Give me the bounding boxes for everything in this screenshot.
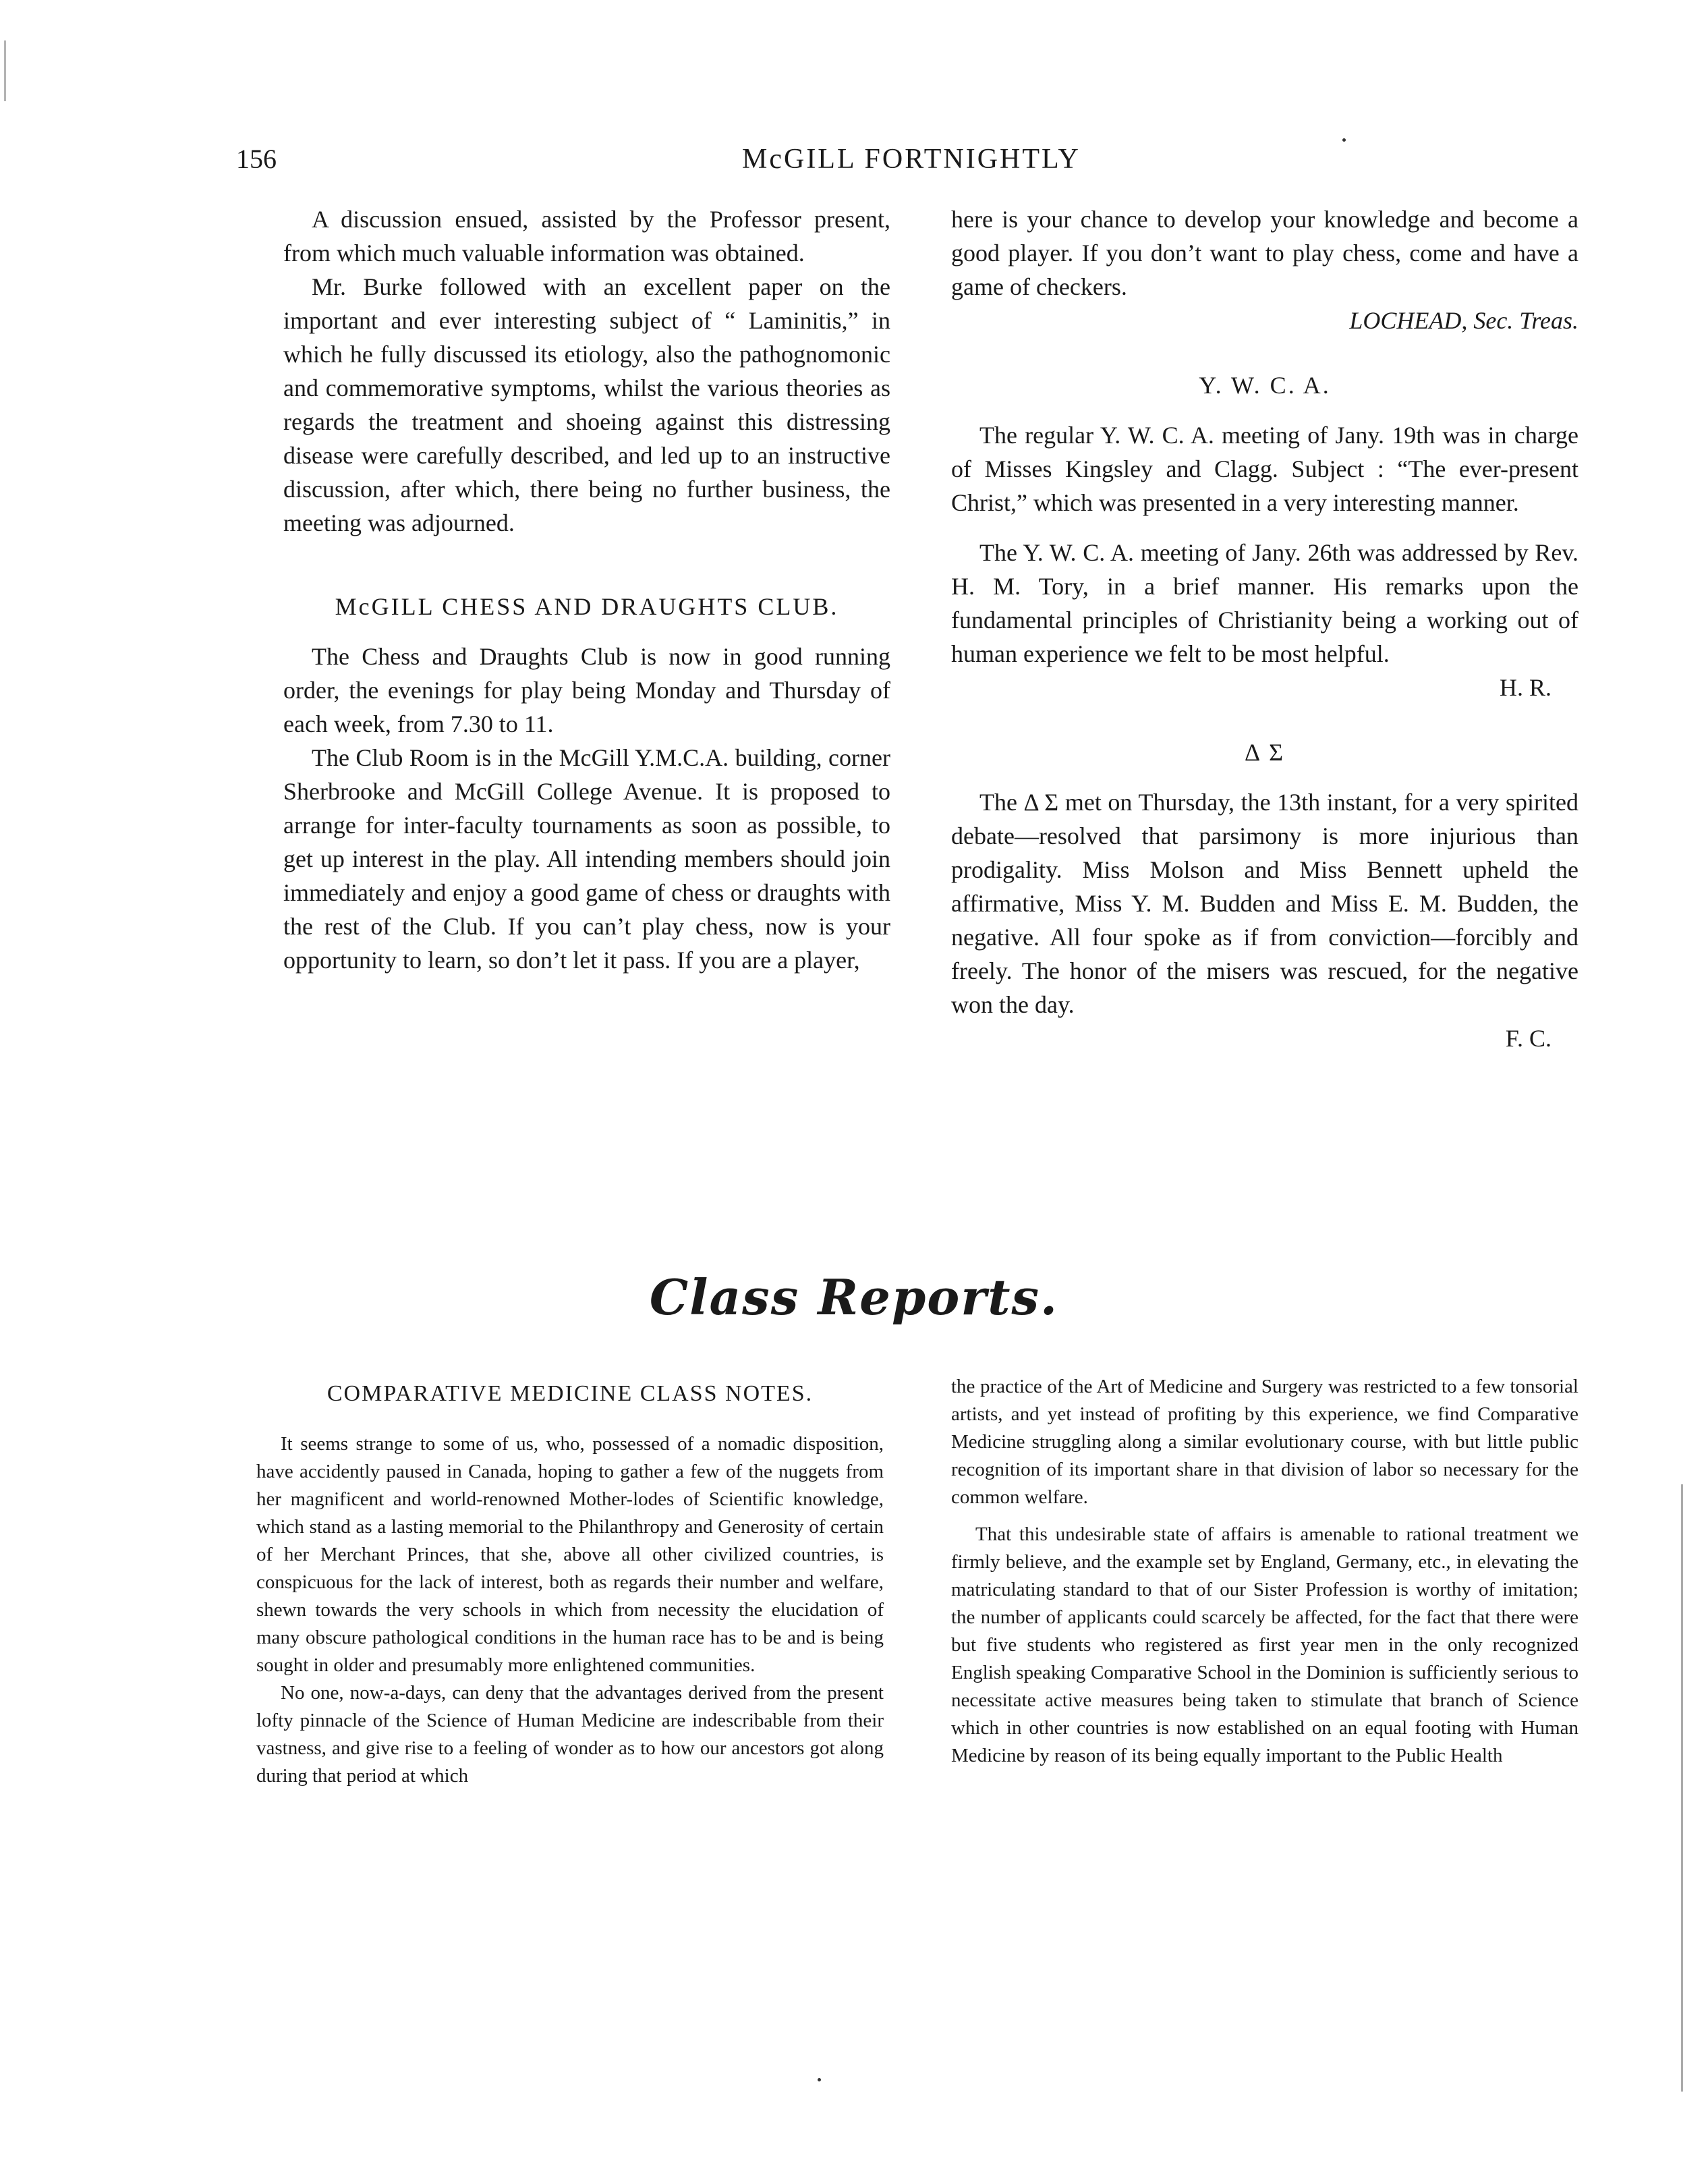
ywca-signature: H. R. <box>1499 674 1552 701</box>
medicine-paragraph-2: No one, now-a-days, can deny that the advantages derived from the present lofty pinnacle of the Science of Human Medicine are indescribable from their vastness, and give rise to a feeling of wonder as to how our ancestors got along during that period at which <box>256 1682 884 1787</box>
ywca-heading: Y. W. C. A. <box>1199 372 1331 399</box>
medicine-paragraph-4: That this undesirable state of affairs is amenable to rational treatment we firmly believe, and the example set by England, Germany, etc., in elevating the matriculating standard to that of our Sister Profession is worthy of imitation; the number of applicants could scarcely be affected, for the fact that there were but five students who registered as first year men in the only recognized English speaking Comparative School in the Dominion is sufficiently serious to necessitate active measures being taken to stimulate that branch of Science which in other countries is now established on an equal footing with Human Medicine by reason of its being equally important to the Public Health <box>951 1523 1578 1766</box>
left-column-bottom <box>256 1380 884 1790</box>
scan-edge-mark <box>1681 1484 1683 2092</box>
comparative-medicine-heading: COMPARATIVE MEDICINE CLASS NOTES. <box>326 1381 814 1406</box>
burke-paragraph: Mr. Burke followed with an excellent paper on the important and ever interesting subject of “ Laminitis,” in which he fully discussed its etiology, also the pathognomonic and commemorative symptoms, whilst the various theories as regards the treatment and shoeing against this distressing disease were carefully described, and led up to an instructive discussion, after which, there being no further business, the meeting was adjourned. <box>283 273 890 536</box>
chess-paragraph-1: The Chess and Draughts Club is now in good running order, the evenings for play being Monday and Thursday of each week, from 7.30 to 11. <box>283 643 890 737</box>
page-number: 156 <box>236 144 277 174</box>
delta-sigma-paragraph: The Δ Σ met on Thursday, the 13th instant, for a very spirited debate—resolved that parsimony is more injurious than prodigality. Miss Molson and Miss Bennett upheld the affirmative, Miss Y. M. Budden and Miss E. M. Budden, the negative. All four spoke as if from conviction—forcibly and freely. The honor of the misers was rescued, for the negative won the day. <box>951 789 1578 1018</box>
medicine-paragraph-1: It seems strange to some of us, who, possessed of a nomadic disposition, have accidently paused in Canada, hoping to gather a few of the nuggets from her magnificent and world-renowned Mother-lodes of Scientific knowledge, which stand as a lasting memorial to the Philanthropy and Generosity of certain of her Merchant Princes, that she, above all other civilized countries, is conspicuous for the lack of interest, both as regards their number and welfare, shewn towards the very schools in which from necessity the elucidation of many obscure pathological conditions in the human race has to be and is being sought in older and presumably more enlightened communities. <box>256 1433 884 1676</box>
running-title: McGILL FORTNIGHTLY <box>742 144 1081 175</box>
delta-sigma-signature: F. C. <box>1505 1025 1552 1052</box>
ywca-paragraph-2: The Y. W. C. A. meeting of Jany. 26th was addressed by Rev. H. M. Tory, in a brief manner. His remarks upon the fundamental principles of Christianity being a working out of human experience we felt to be most helpful. <box>951 539 1578 667</box>
class-reports-title: Class Reports. <box>649 1268 1059 1326</box>
delta-sigma-heading: Δ Σ <box>1244 739 1286 766</box>
scan-edge-mark <box>4 40 6 101</box>
medicine-paragraph-3: the practice of the Art of Medicine and Surgery was restricted to a few tonsorial artists, and yet instead of profiting by this experience, we find Comparative Medicine struggling along a similar evolutionary course, with but little public recognition of its important share in that division of labor so necessary for the common welfare. <box>951 1376 1578 1508</box>
ywca-paragraph-1: The regular Y. W. C. A. meeting of Jany. 19th was in charge of Misses Kingsley and Clagg. Subject : “The ever-present Christ,” which was presented in a very interesting manner. <box>951 422 1578 516</box>
chess-paragraph-2: The Club Room is in the McGill Y.M.C.A. building, corner Sherbrooke and McGill College Avenue. It is proposed to arrange for inter-faculty tournaments as soon as possible, to get up interest in the play. All intending members should join immediately and enjoy a good game of chess or draughts with the rest of the Club. If you can’t play chess, now is your opportunity to learn, so don’t let it pass. If you are a player, <box>283 744 890 974</box>
left-column-top <box>283 202 890 977</box>
chess-continuation: here is your chance to develop your knowledge and become a good player. If you don’t want to play chess, come and have a game of checkers. <box>951 206 1578 300</box>
right-column-bottom <box>951 1373 1578 1770</box>
right-column-top <box>951 202 1578 1055</box>
discussion-paragraph: A discussion ensued, assisted by the Professor present, from which much valuable information was obtained. <box>283 206 890 267</box>
scan-speck <box>1342 138 1346 142</box>
chess-signature: LOCHEAD, Sec. Treas. <box>1349 307 1578 334</box>
scan-speck <box>818 2078 821 2081</box>
page-header <box>236 143 1383 190</box>
chess-club-heading: McGILL CHESS AND DRAUGHTS CLUB. <box>335 593 839 620</box>
